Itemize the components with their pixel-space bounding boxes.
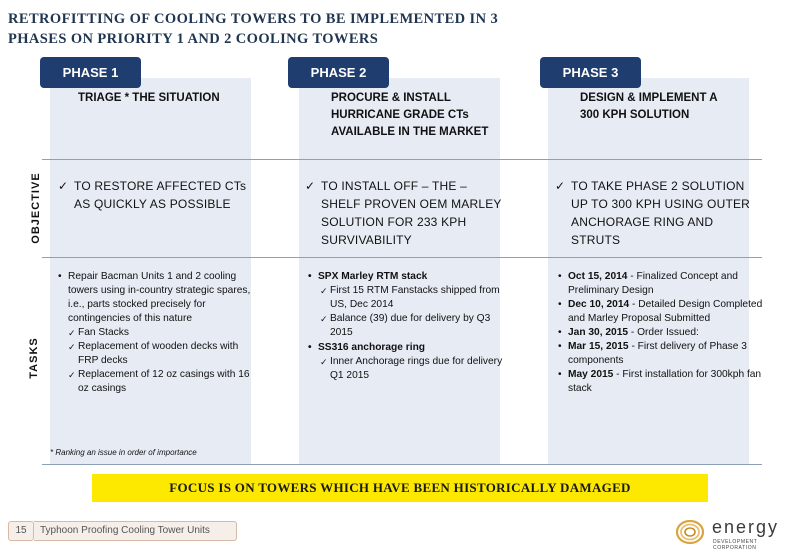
phase1-tasks [58, 270, 258, 396]
milestone-item: • May 2015 - First installation for 300kph fan stack [558, 368, 768, 396]
task-subitem: ✓ Replacement of 12 oz casings with 16 oz casings [68, 368, 258, 396]
milestone-item: • Oct 15, 2014 - Finalized Concept and Preliminary Design [558, 270, 768, 298]
phase3-tasks [558, 270, 768, 396]
phase3-description: DESIGN & IMPLEMENT A 300 KPH SOLUTION [580, 92, 718, 121]
phase2-description: PROCURE & INSTALL HURRICANE GRADE CTs AVAILABLE IN THE MARKET [331, 92, 489, 138]
company-logo [676, 515, 796, 549]
checkmark-icon: ✓ [305, 179, 316, 193]
logo-swirl-icon [676, 519, 704, 545]
page-number: 15 [8, 521, 34, 541]
task-subitem: ✓ Balance (39) due for delivery by Q3 2015 [320, 312, 508, 340]
logo-wordmark: energy [712, 517, 780, 537]
task-subitem: ✓ Fan Stacks [68, 326, 258, 340]
footer-title: Typhoon Proofing Cooling Tower Units [34, 521, 237, 541]
task-subitem: ✓ Inner Anchorage rings due for delivery Q1 2015 [320, 355, 508, 383]
task-subitem: ✓ Replacement of wooden decks with FRP decks [68, 340, 258, 368]
phase1-objective: ✓ TO RESTORE AFFECTED CTs AS QUICKLY AS POSSIBLE [58, 179, 247, 211]
milestone-item: • Jan 30, 2015 - Order Issued: [558, 326, 768, 340]
task-subitem: ✓ First 15 RTM Fanstacks shipped from US, Dec 2014 [320, 284, 508, 312]
focus-banner: FOCUS IS ON TOWERS WHICH HAVE BEEN HISTORICALLY DAMAGED [92, 474, 708, 502]
divider-top [42, 159, 762, 160]
milestone-item: • Mar 15, 2015 - First delivery of Phase 3 components [558, 340, 768, 368]
milestone-item: • Dec 10, 2014 - Detailed Design Completed and Marley Proposal Submitted [558, 298, 768, 326]
checkmark-icon: ✓ [58, 179, 69, 193]
phase2-objective: ✓ TO INSTALL OFF – THE – SHELF PROVEN OEM MARLEY SOLUTION FOR 233 KPH SURVIVABILITY [305, 179, 502, 247]
footnote: * Ranking an issue in order of importance [50, 448, 197, 457]
phase2-tab: PHASE 2 [288, 57, 389, 88]
divider-middle [42, 257, 762, 258]
phase1-description: TRIAGE * THE SITUATION [78, 92, 220, 104]
phase3-tab: PHASE 3 [540, 57, 641, 88]
logo-subtitle: DEVELOPMENT CORPORATION [713, 539, 758, 551]
row-label-tasks: TASKS [28, 337, 40, 379]
phase3-objective: ✓ TO TAKE PHASE 2 SOLUTION UP TO 300 KPH USING OUTER ANCHORAGE RING AND STRUTS [555, 179, 751, 247]
divider-bottom [42, 464, 762, 465]
row-label-objective: OBJECTIVE [30, 172, 42, 244]
slide-title: RETROFITTING OF COOLING TOWERS TO BE IMPLEMENTED IN 3 PHASES ON PRIORITY 1 AND 2 COOLING TOWERS [8, 11, 499, 47]
task-item: • Repair Bacman Units 1 and 2 cooling towers using in-country strategic spares, i.e., parts stocked precisely for contingencies of this nature [58, 270, 258, 326]
phase2-tasks [308, 270, 508, 383]
phase1-tab: PHASE 1 [40, 57, 141, 88]
task-item: • SS316 anchorage ring [308, 341, 508, 355]
checkmark-icon: ✓ [555, 179, 566, 193]
task-item: • SPX Marley RTM stack [308, 270, 508, 284]
